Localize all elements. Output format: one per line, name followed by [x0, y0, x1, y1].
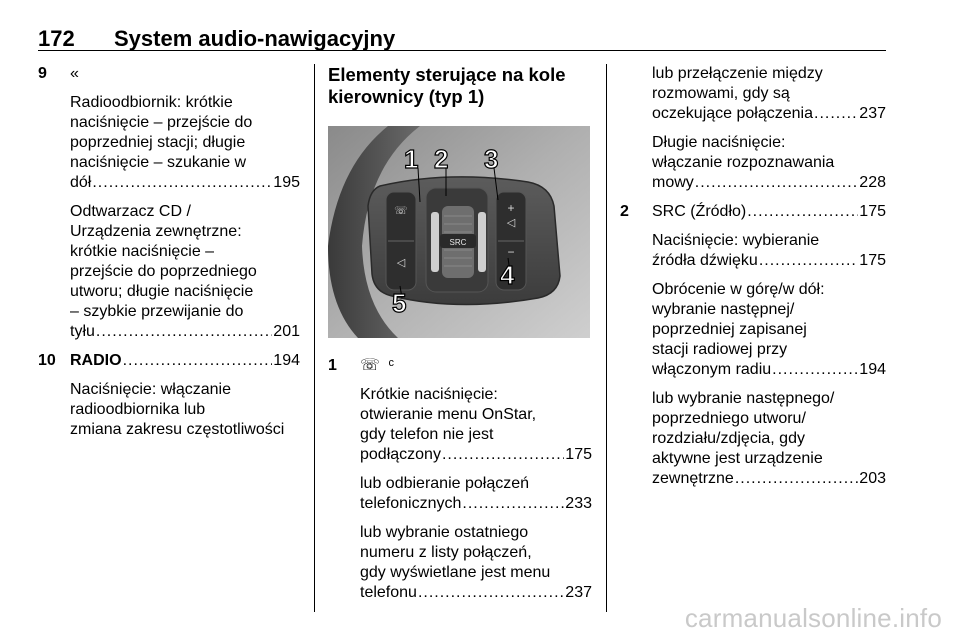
page-ref-number: 195	[273, 174, 300, 191]
paragraph	[360, 385, 592, 465]
src-button-label: SRC	[449, 238, 467, 247]
column-divider-right	[606, 64, 607, 612]
page-reference[interactable]	[70, 351, 300, 371]
paragraph	[652, 280, 886, 380]
lead-text: dół	[70, 174, 92, 191]
item-number: 1	[328, 357, 337, 374]
column-divider-left	[314, 64, 315, 612]
paragraph	[652, 389, 886, 489]
page-ref-number: 237	[859, 105, 886, 122]
section-heading	[328, 64, 592, 108]
page-reference[interactable]	[70, 322, 300, 342]
item-number: 9	[38, 65, 47, 82]
steering-wheel-controls-figure	[328, 126, 590, 338]
page-header	[38, 12, 886, 51]
steering-wheel-illustration	[328, 126, 590, 338]
page-reference[interactable]	[360, 583, 592, 603]
text-line: Naciśnięcie: włączanie	[70, 381, 231, 398]
lead-text: tyłu	[70, 323, 95, 340]
svg-text:☏: ☏	[394, 205, 408, 217]
text-line: Długie naciśnięcie:	[652, 134, 786, 151]
leader-dots	[814, 104, 858, 124]
text-line: otwieranie menu OnStar,	[360, 406, 537, 423]
item-1	[328, 356, 592, 603]
page-reference[interactable]	[360, 445, 592, 465]
lead-text: zewnętrzne	[652, 470, 734, 487]
callout-3: 3	[484, 144, 499, 174]
text-line: naciśnięcie – szukanie w	[70, 154, 247, 171]
page-reference[interactable]	[652, 251, 886, 271]
text-line: zmiana zakresu częstotliwości	[70, 421, 285, 438]
heading-line: kierownicy (typ 1)	[328, 86, 485, 107]
svg-text:+: +	[507, 201, 515, 215]
text-line: przejście do poprzedniego	[70, 263, 257, 280]
page-reference[interactable]	[652, 173, 886, 193]
text-line: Obrócenie w górę/w dół:	[652, 281, 825, 298]
text-line: utworu; długie naciśnięcie	[70, 283, 254, 300]
page-ref-number: 194	[859, 361, 886, 378]
text-line: rozmowami, gdy są	[652, 85, 790, 102]
page-reference[interactable]	[652, 469, 886, 489]
text-line: radioodbiornika lub	[70, 401, 206, 418]
radio-label: RADIO	[70, 352, 122, 369]
text-line: gdy wyświetlane jest menu	[360, 564, 551, 581]
item-10	[38, 351, 300, 440]
lead-text: podłączony	[360, 446, 441, 463]
paragraph	[70, 93, 300, 193]
text-line: gdy telefon nie jest	[360, 426, 494, 443]
page-reference[interactable]	[70, 173, 300, 193]
page-reference[interactable]	[360, 494, 592, 514]
leader-dots	[418, 583, 564, 603]
paragraph	[360, 523, 592, 603]
item-1-continued	[620, 64, 886, 193]
lead-text: źródła dźwięku	[652, 252, 758, 269]
lead-text: telefonicznych	[360, 495, 462, 512]
leader-dots	[747, 202, 858, 222]
page-reference[interactable]	[652, 104, 886, 124]
column-3	[620, 64, 886, 498]
page-reference[interactable]	[652, 360, 886, 380]
item-number: 2	[620, 203, 629, 220]
lead-text: oczekujące połączenia	[652, 105, 813, 122]
leader-dots	[735, 469, 858, 489]
text-line: Naciśnięcie: wybieranie	[652, 232, 820, 249]
text-line: włączanie rozpoznawania	[652, 154, 835, 171]
svg-text:◁: ◁	[396, 257, 406, 269]
item-number: 10	[38, 352, 56, 369]
text-line: poprzedniego utworu/	[652, 410, 806, 427]
page-ref-number: 201	[273, 323, 300, 340]
text-line: Odtwarzacz CD /	[70, 203, 191, 220]
text-line: poprzedniej stacji; długie	[70, 134, 246, 151]
lead-text: mowy	[652, 174, 694, 191]
seek-back-icon: «	[70, 65, 79, 82]
text-line: lub wybranie ostatniego	[360, 524, 529, 541]
leader-dots	[96, 322, 272, 342]
page-ref-number: 203	[859, 470, 886, 487]
page-number: 172	[38, 26, 75, 51]
text-line: stacji radiowej przy	[652, 341, 788, 358]
text-line: naciśnięcie – przejście do	[70, 114, 253, 131]
paragraph	[652, 231, 886, 271]
column-2	[328, 64, 592, 612]
svg-text:−: −	[507, 245, 515, 259]
page-ref-number: 237	[565, 584, 592, 601]
leader-dots	[695, 173, 859, 193]
phone-voice-icon: ☏ ᶜ	[360, 357, 397, 374]
page-ref-number: 228	[859, 174, 886, 191]
page-ref-number: 233	[565, 495, 592, 512]
leader-dots	[442, 445, 564, 465]
text-line: lub przełączenie między	[652, 65, 823, 82]
text-line: lub wybranie następnego/	[652, 390, 835, 407]
paragraph	[70, 202, 300, 342]
lead-text: telefonu	[360, 584, 417, 601]
lead-text: włączonym radiu	[652, 361, 772, 378]
text-line: Radioodbiornik: krótkie	[70, 94, 233, 111]
svg-text:◁: ◁	[506, 217, 516, 229]
paragraph	[652, 133, 886, 193]
callout-2: 2	[434, 144, 449, 174]
callout-5: 5	[392, 288, 407, 318]
heading-line: Elementy sterujące na kole	[328, 64, 566, 85]
page-ref-number: 175	[859, 203, 886, 220]
item-2	[620, 202, 886, 489]
leader-dots	[92, 173, 272, 193]
leader-dots	[462, 494, 564, 514]
text-line: Krótkie naciśnięcie:	[360, 386, 498, 403]
paragraph	[652, 64, 886, 124]
page-reference[interactable]	[652, 202, 886, 222]
watermark: carmanualsonline.info	[684, 603, 942, 633]
text-line: numeru z listy połączeń,	[360, 544, 532, 561]
paragraph	[360, 474, 592, 514]
text-line: lub odbieranie połączeń	[360, 475, 530, 492]
src-label: SRC (Źródło)	[652, 203, 747, 220]
item-9	[38, 64, 300, 342]
leader-dots	[759, 251, 858, 271]
callout-4: 4	[500, 260, 515, 290]
callout-1: 1	[404, 144, 419, 174]
page-title: System audio-nawigacyjny	[114, 26, 396, 51]
text-line: wybranie następnej/	[652, 301, 795, 318]
page-ref-number: 194	[273, 352, 300, 369]
text-line: aktywne jest urządzenie	[652, 450, 823, 467]
column-1	[38, 64, 300, 449]
leader-dots	[772, 360, 858, 380]
text-line: poprzedniej zapisanej	[652, 321, 807, 338]
leader-dots	[123, 351, 273, 371]
text-line: rozdziału/zdjęcia, gdy	[652, 430, 805, 447]
page-ref-number: 175	[565, 446, 592, 463]
text-line: krótkie naciśnięcie –	[70, 243, 215, 260]
text-line: – szybkie przewijanie do	[70, 303, 244, 320]
page-ref-number: 175	[859, 252, 886, 269]
paragraph	[70, 380, 300, 440]
text-line: Urządzenia zewnętrzne:	[70, 223, 242, 240]
